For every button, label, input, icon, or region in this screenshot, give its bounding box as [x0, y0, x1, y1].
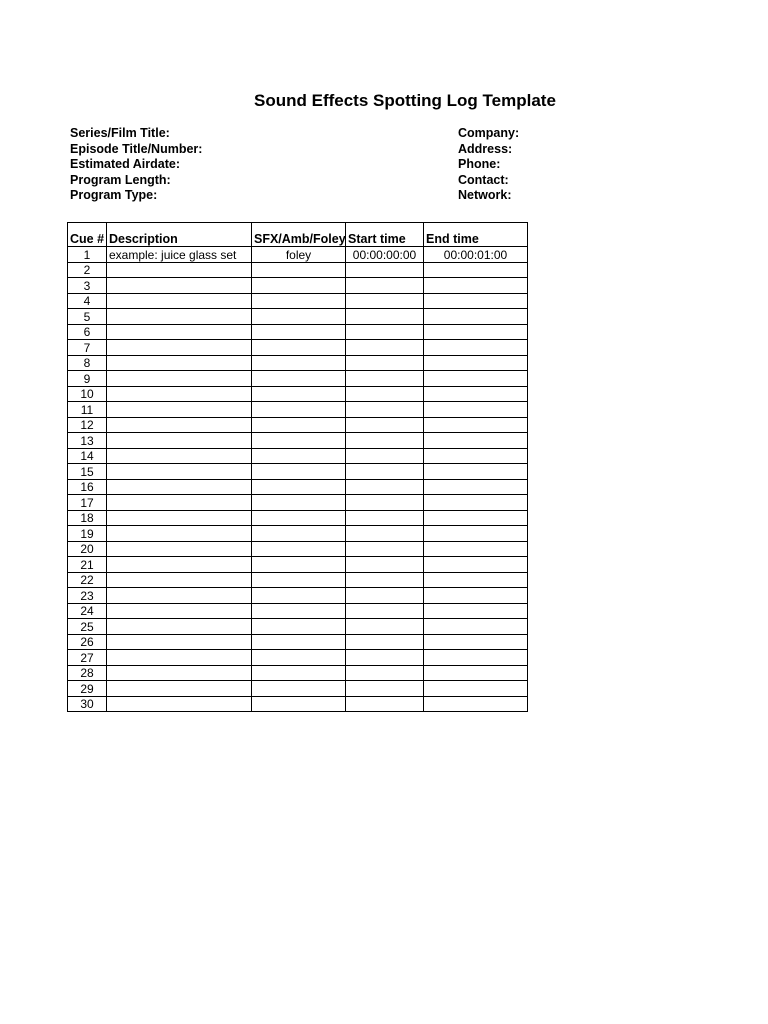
table-row [68, 681, 528, 697]
description-cell[interactable] [107, 619, 252, 635]
description-cell[interactable] [107, 324, 252, 340]
sfx-type-cell[interactable] [252, 526, 346, 542]
sfx-type-cell[interactable] [252, 665, 346, 681]
table-row [68, 619, 528, 635]
end-time-cell[interactable]: 00:00:01:00 [424, 247, 528, 263]
end-time-cell[interactable] [424, 650, 528, 666]
start-time-cell[interactable] [346, 355, 424, 371]
sfx-type-cell[interactable]: foley [252, 247, 346, 263]
table-row [68, 340, 528, 356]
start-time-cell[interactable] [346, 665, 424, 681]
start-time-cell[interactable] [346, 588, 424, 604]
description-cell[interactable] [107, 309, 252, 325]
cue-number-cell[interactable]: 27 [68, 650, 107, 666]
table-row [68, 371, 528, 387]
sfx-type-cell[interactable] [252, 340, 346, 356]
sfx-type-cell[interactable] [252, 557, 346, 573]
sfx-type-cell[interactable] [252, 386, 346, 402]
end-time-cell[interactable] [424, 417, 528, 433]
table-row [68, 479, 528, 495]
end-time-cell[interactable] [424, 464, 528, 480]
table-row [68, 386, 528, 402]
end-time-cell[interactable] [424, 572, 528, 588]
cue-number-cell[interactable]: 18 [68, 510, 107, 526]
sfx-type-cell[interactable] [252, 464, 346, 480]
description-cell[interactable] [107, 681, 252, 697]
start-time-cell[interactable] [346, 262, 424, 278]
description-cell[interactable] [107, 371, 252, 387]
table-row [68, 247, 528, 263]
company-label: Company: [458, 126, 520, 140]
description-header: Description [107, 223, 252, 247]
description-cell[interactable] [107, 464, 252, 480]
cue-number-cell[interactable]: 1 [68, 247, 107, 263]
end-time-cell[interactable] [424, 634, 528, 650]
table-row [68, 433, 528, 449]
cue-number-cell[interactable]: 30 [68, 696, 107, 712]
description-cell[interactable] [107, 417, 252, 433]
sfx-type-cell[interactable] [252, 262, 346, 278]
table-row [68, 293, 528, 309]
table-row [68, 665, 528, 681]
sfx-type-cell[interactable] [252, 696, 346, 712]
description-cell[interactable] [107, 541, 252, 557]
cue-number-cell[interactable]: 14 [68, 448, 107, 464]
start-time-cell[interactable] [346, 433, 424, 449]
table-row [68, 355, 528, 371]
description-cell[interactable] [107, 665, 252, 681]
start-time-cell[interactable] [346, 557, 424, 573]
end-time-cell[interactable] [424, 448, 528, 464]
estimated-airdate-label: Estimated Airdate: [70, 157, 180, 172]
end-time-cell[interactable] [424, 309, 528, 325]
end-time-cell[interactable] [424, 619, 528, 635]
start-time-cell[interactable] [346, 495, 424, 511]
table-row [68, 634, 528, 650]
cue-number-header: Cue # [68, 223, 107, 247]
table-row [68, 541, 528, 557]
description-cell[interactable] [107, 495, 252, 511]
cue-number-cell[interactable]: 5 [68, 309, 107, 325]
description-cell[interactable] [107, 448, 252, 464]
end-time-cell[interactable] [424, 278, 528, 294]
start-time-cell[interactable] [346, 479, 424, 495]
end-time-cell[interactable] [424, 665, 528, 681]
cue-number-cell[interactable]: 6 [68, 324, 107, 340]
end-time-cell[interactable] [424, 603, 528, 619]
start-time-cell[interactable] [346, 510, 424, 526]
sfx-type-cell[interactable] [252, 541, 346, 557]
end-time-cell[interactable] [424, 355, 528, 371]
phone-label: Phone: [458, 157, 501, 172]
start-time-cell[interactable] [346, 324, 424, 340]
table-row [68, 603, 528, 619]
cue-number-cell[interactable]: 9 [68, 371, 107, 387]
start-time-cell[interactable] [346, 386, 424, 402]
description-cell[interactable] [107, 386, 252, 402]
page-title: Sound Effects Spotting Log Template [254, 91, 556, 110]
description-cell[interactable] [107, 572, 252, 588]
end-time-cell[interactable] [424, 324, 528, 340]
table-row [68, 495, 528, 511]
cue-number-cell[interactable]: 15 [68, 464, 107, 480]
description-cell[interactable] [107, 650, 252, 666]
table-row [68, 448, 528, 464]
address-label: Address: [458, 141, 513, 156]
description-cell[interactable] [107, 696, 252, 712]
sfx-type-cell[interactable] [252, 588, 346, 604]
start-time-cell[interactable] [346, 634, 424, 650]
end-time-cell[interactable] [424, 510, 528, 526]
cue-number-cell[interactable]: 24 [68, 603, 107, 619]
description-cell[interactable]: example: juice glass set [107, 247, 252, 263]
sfx-type-cell[interactable] [252, 293, 346, 309]
cue-number-cell[interactable]: 11 [68, 402, 107, 418]
sfx-type-cell[interactable] [252, 324, 346, 340]
end-time-cell[interactable] [424, 588, 528, 604]
cue-number-cell[interactable]: 21 [68, 557, 107, 573]
end-time-cell[interactable] [424, 681, 528, 697]
program-length-label: Program Length: [70, 172, 171, 187]
description-cell[interactable] [107, 433, 252, 449]
sfx-type-cell[interactable] [252, 572, 346, 588]
description-cell[interactable] [107, 526, 252, 542]
sfx-type-cell[interactable] [252, 371, 346, 387]
cue-number-cell[interactable]: 16 [68, 479, 107, 495]
sfx-type-cell[interactable] [252, 510, 346, 526]
description-cell[interactable] [107, 355, 252, 371]
cue-number-cell[interactable]: 7 [68, 340, 107, 356]
sfx-amb-foley-header: SFX/Amb/Foley [252, 223, 346, 247]
sfx-type-cell[interactable] [252, 650, 346, 666]
sfx-type-cell[interactable] [252, 495, 346, 511]
cue-number-cell[interactable]: 3 [68, 278, 107, 294]
description-cell[interactable] [107, 340, 252, 356]
program-type-label: Program Type: [70, 188, 158, 203]
start-time-cell[interactable] [346, 572, 424, 588]
cue-number-cell[interactable]: 29 [68, 681, 107, 697]
table-row [68, 278, 528, 294]
table-row [68, 557, 528, 573]
end-time-cell[interactable] [424, 495, 528, 511]
description-cell[interactable] [107, 262, 252, 278]
sfx-type-cell[interactable] [252, 355, 346, 371]
description-cell[interactable] [107, 278, 252, 294]
table-row [68, 572, 528, 588]
end-time-cell[interactable] [424, 479, 528, 495]
start-time-cell[interactable] [346, 402, 424, 418]
program-info-labels [70, 126, 202, 204]
start-time-cell[interactable] [346, 293, 424, 309]
sfx-type-cell[interactable] [252, 402, 346, 418]
table-row [68, 324, 528, 340]
table-body [68, 247, 528, 712]
contact-label: Contact: [458, 172, 509, 187]
description-cell[interactable] [107, 588, 252, 604]
cue-number-cell[interactable]: 28 [68, 665, 107, 681]
sfx-type-cell[interactable] [252, 619, 346, 635]
table-row [68, 417, 528, 433]
end-time-cell[interactable] [424, 696, 528, 712]
sfx-type-cell[interactable] [252, 634, 346, 650]
network-label: Network: [458, 188, 512, 203]
sfx-type-cell[interactable] [252, 681, 346, 697]
sfx-type-cell[interactable] [252, 417, 346, 433]
start-time-cell[interactable] [346, 681, 424, 697]
table-row [68, 588, 528, 604]
table-row [68, 650, 528, 666]
cue-number-cell[interactable]: 22 [68, 572, 107, 588]
end-time-cell[interactable] [424, 433, 528, 449]
end-time-cell[interactable] [424, 541, 528, 557]
start-time-cell[interactable]: 00:00:00:00 [346, 247, 424, 263]
start-time-cell[interactable] [346, 696, 424, 712]
description-cell[interactable] [107, 510, 252, 526]
cue-number-cell[interactable]: 12 [68, 417, 107, 433]
cue-number-cell[interactable]: 8 [68, 355, 107, 371]
cue-number-cell[interactable]: 25 [68, 619, 107, 635]
cue-number-cell[interactable]: 20 [68, 541, 107, 557]
end-time-cell[interactable] [424, 262, 528, 278]
start-time-cell[interactable] [346, 603, 424, 619]
cue-number-cell[interactable]: 10 [68, 386, 107, 402]
table-row [68, 464, 528, 480]
end-time-cell[interactable] [424, 293, 528, 309]
table-row [68, 696, 528, 712]
description-cell[interactable] [107, 557, 252, 573]
sfx-type-cell[interactable] [252, 309, 346, 325]
sfx-type-cell[interactable] [252, 448, 346, 464]
cue-number-cell[interactable]: 13 [68, 433, 107, 449]
cue-number-cell[interactable]: 4 [68, 293, 107, 309]
start-time-cell[interactable] [346, 309, 424, 325]
end-time-cell[interactable] [424, 371, 528, 387]
end-time-cell[interactable] [424, 340, 528, 356]
spotting-log-table [67, 222, 528, 712]
end-time-header: End time [424, 223, 528, 247]
start-time-cell[interactable] [346, 278, 424, 294]
series-film-title-label: Series/Film Title: [70, 126, 170, 140]
end-time-cell[interactable] [424, 402, 528, 418]
description-cell[interactable] [107, 479, 252, 495]
start-time-cell[interactable] [346, 340, 424, 356]
end-time-cell[interactable] [424, 557, 528, 573]
table-header-row [68, 223, 528, 247]
end-time-cell[interactable] [424, 526, 528, 542]
description-cell[interactable] [107, 634, 252, 650]
description-cell[interactable] [107, 293, 252, 309]
cue-number-cell[interactable]: 2 [68, 262, 107, 278]
table-row [68, 402, 528, 418]
cue-number-cell[interactable]: 23 [68, 588, 107, 604]
sfx-type-cell[interactable] [252, 603, 346, 619]
cue-number-cell[interactable]: 17 [68, 495, 107, 511]
sfx-type-cell[interactable] [252, 479, 346, 495]
start-time-cell[interactable] [346, 619, 424, 635]
cue-number-cell[interactable]: 26 [68, 634, 107, 650]
start-time-cell[interactable] [346, 371, 424, 387]
cue-number-cell[interactable]: 19 [68, 526, 107, 542]
description-cell[interactable] [107, 603, 252, 619]
end-time-cell[interactable] [424, 386, 528, 402]
company-info-labels [458, 126, 519, 204]
table-row [68, 510, 528, 526]
table-row [68, 309, 528, 325]
table-row [68, 262, 528, 278]
table-row [68, 526, 528, 542]
start-time-cell[interactable] [346, 650, 424, 666]
start-time-cell[interactable] [346, 448, 424, 464]
episode-title-number-label: Episode Title/Number: [70, 141, 203, 156]
start-time-cell[interactable] [346, 464, 424, 480]
start-time-cell[interactable] [346, 526, 424, 542]
description-cell[interactable] [107, 402, 252, 418]
sfx-type-cell[interactable] [252, 278, 346, 294]
sfx-type-cell[interactable] [252, 433, 346, 449]
start-time-header: Start time [346, 223, 424, 247]
start-time-cell[interactable] [346, 541, 424, 557]
start-time-cell[interactable] [346, 417, 424, 433]
